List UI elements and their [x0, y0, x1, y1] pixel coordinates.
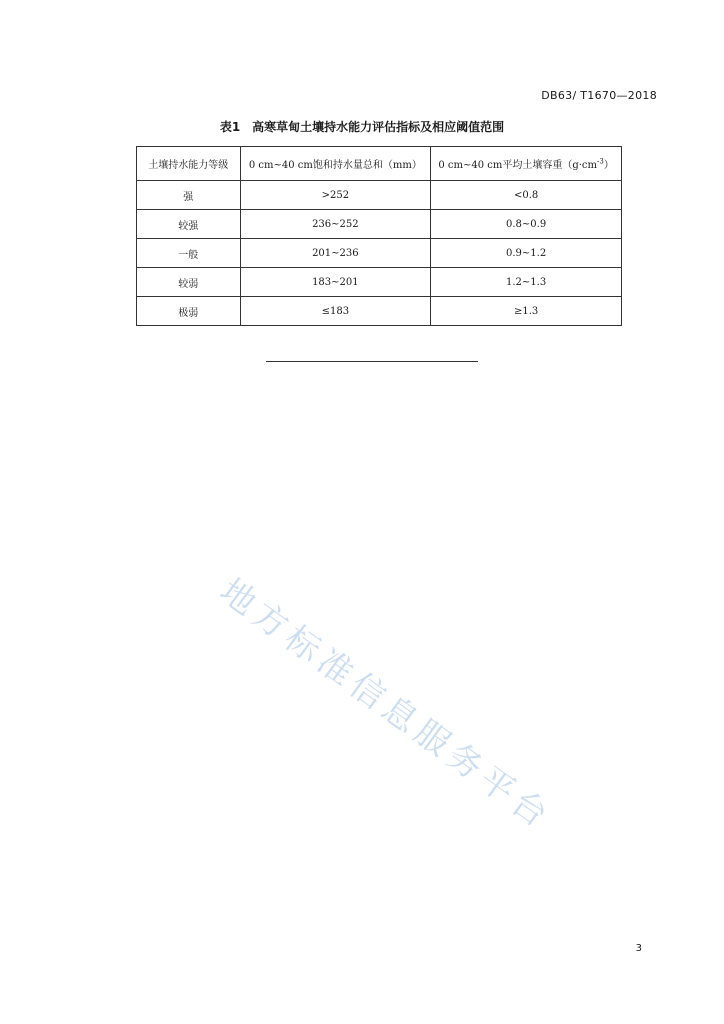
threshold-table	[136, 146, 622, 326]
table-row	[137, 239, 622, 268]
bulk-density-close: ）	[603, 160, 614, 171]
table-header-row	[137, 147, 622, 181]
grade-cell: 较强	[137, 210, 241, 239]
column-header-saturated-water: 0 cm~40 cm饱和持水量总和（mm）	[240, 147, 431, 181]
saturated-water-cell: ≤183	[240, 297, 431, 326]
table-title: 高寒草甸土壤持水能力评估指标及相应阈值范围	[252, 120, 505, 134]
table-row	[137, 210, 622, 239]
grade-cell: 较弱	[137, 268, 241, 297]
bulk-density-cell: ≥1.3	[431, 297, 622, 326]
bulk-density-cell: 1.2~1.3	[431, 268, 622, 297]
bulk-density-cell: 0.8~0.9	[431, 210, 622, 239]
grade-cell: 强	[137, 181, 241, 210]
saturated-water-cell: 236~252	[240, 210, 431, 239]
saturated-water-cell: >252	[240, 181, 431, 210]
saturated-water-cell: 201~236	[240, 239, 431, 268]
bulk-density-cell: <0.8	[431, 181, 622, 210]
page-number: 3	[635, 943, 642, 954]
end-of-document-rule	[266, 361, 478, 362]
saturated-water-cell: 183~201	[240, 268, 431, 297]
watermark: 地方标准信息服务平台	[212, 571, 560, 839]
table-row	[137, 268, 622, 297]
table-caption	[0, 118, 724, 135]
table-row	[137, 181, 622, 210]
bulk-density-exponent: -3	[597, 157, 604, 166]
column-header-bulk-density	[431, 147, 622, 181]
table-number: 表1	[219, 120, 241, 134]
grade-cell: 极弱	[137, 297, 241, 326]
grade-cell: 一般	[137, 239, 241, 268]
column-header-grade: 土壤持水能力等级	[137, 147, 241, 181]
standard-code: DB63/ T1670—2018	[541, 89, 657, 102]
bulk-density-label: 0 cm~40 cm平均土壤容重（g·cm	[438, 160, 598, 171]
table-row	[137, 297, 622, 326]
bulk-density-cell: 0.9~1.2	[431, 239, 622, 268]
